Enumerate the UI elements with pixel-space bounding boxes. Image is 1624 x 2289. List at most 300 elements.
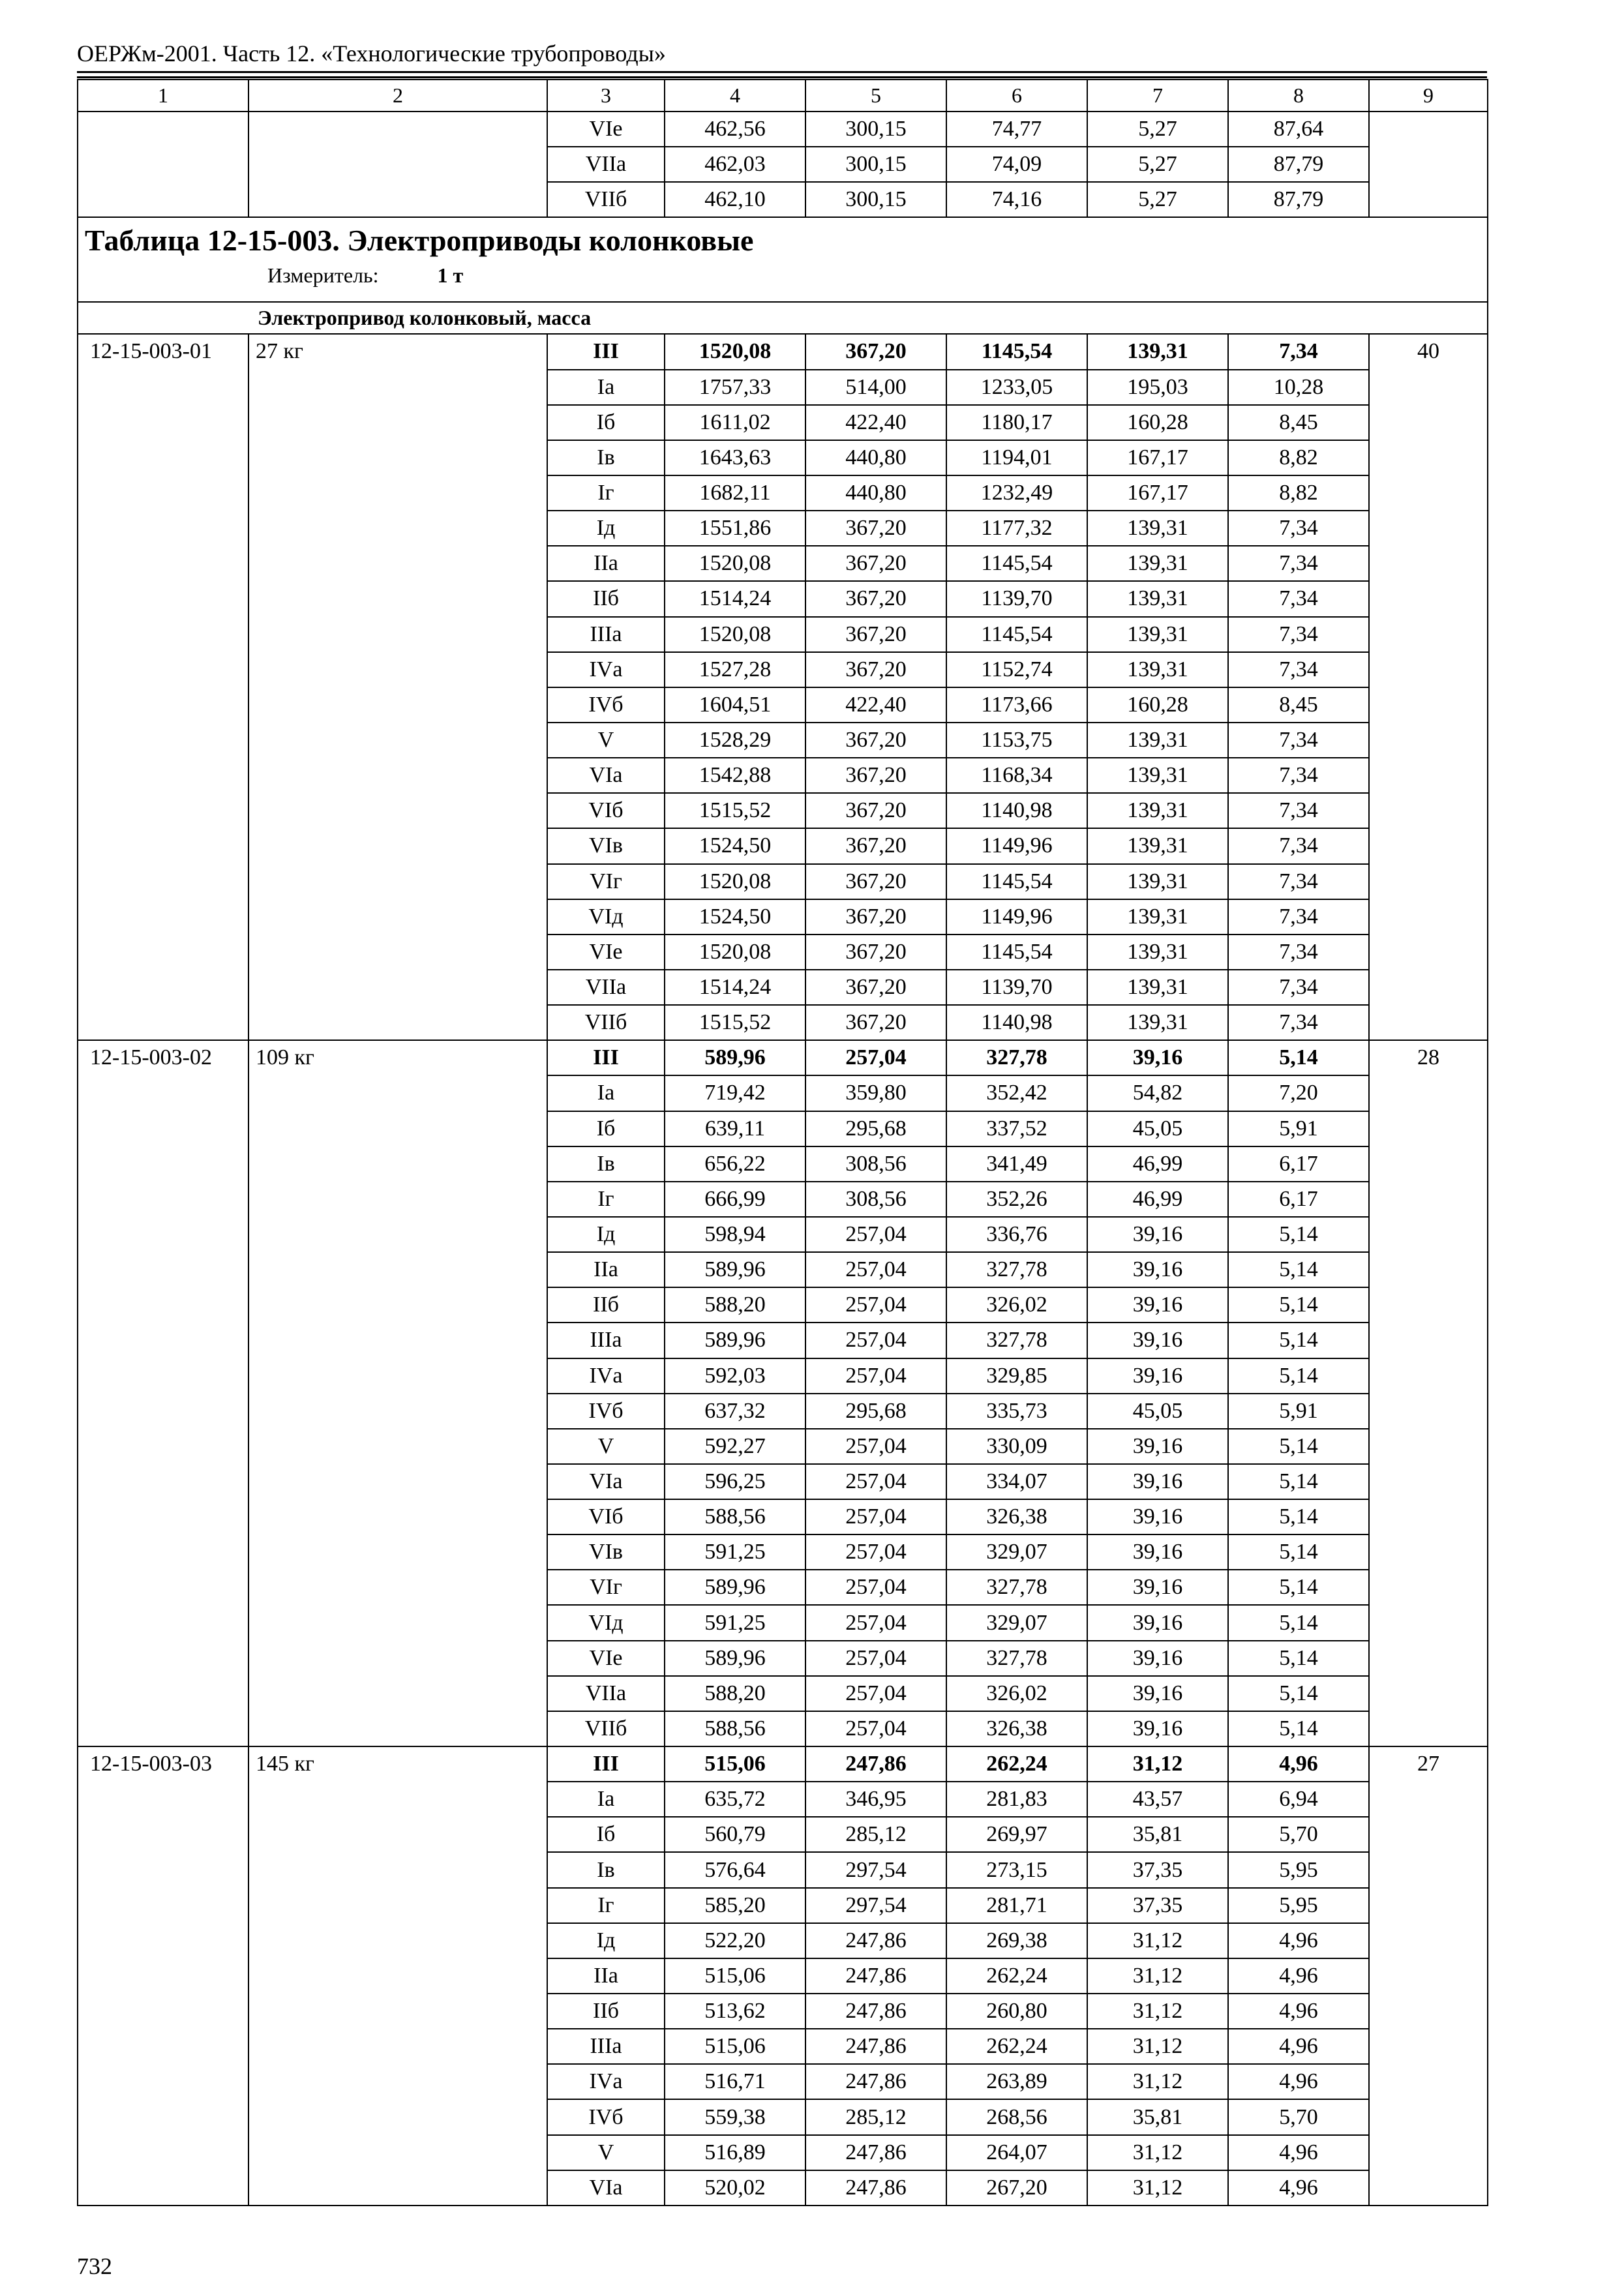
zone-code: III — [547, 334, 665, 369]
machinist-wages: 35,81 — [1087, 2099, 1228, 2134]
code-cell — [78, 970, 248, 1005]
wages: 257,04 — [805, 1534, 946, 1570]
machine-cost: 269,38 — [946, 1923, 1087, 1958]
col9-cell — [1369, 1358, 1488, 1394]
total-cost: 462,10 — [665, 182, 805, 217]
wages: 257,04 — [805, 1358, 946, 1394]
materials-cost: 7,34 — [1228, 511, 1369, 546]
code-cell — [78, 617, 248, 652]
zone-code: VIIб — [547, 182, 665, 217]
machinist-wages: 45,05 — [1087, 1394, 1228, 1429]
item-zone-row — [78, 652, 1488, 687]
total-cost: 588,56 — [665, 1711, 805, 1746]
machinist-wages: 31,12 — [1087, 1958, 1228, 1994]
total-cost: 596,25 — [665, 1464, 805, 1499]
code-cell — [78, 546, 248, 581]
column-number: 5 — [805, 80, 946, 112]
wages: 257,04 — [805, 1287, 946, 1323]
item-zone-row — [78, 581, 1488, 616]
total-cost: 635,72 — [665, 1782, 805, 1817]
code-cell — [78, 475, 248, 511]
code-cell — [78, 1075, 248, 1111]
materials-cost: 5,91 — [1228, 1111, 1369, 1146]
name-cell — [248, 2099, 547, 2134]
name-cell — [248, 617, 547, 652]
materials-cost: 5,14 — [1228, 1605, 1369, 1640]
machine-cost: 267,20 — [946, 2170, 1087, 2206]
code-cell — [78, 864, 248, 899]
item-name: 27 кг — [248, 334, 547, 369]
materials-cost: 5,14 — [1228, 1534, 1369, 1570]
col9-cell — [1369, 1182, 1488, 1217]
column-number: 3 — [547, 80, 665, 112]
total-cost: 1514,24 — [665, 581, 805, 616]
name-cell — [248, 1782, 547, 1817]
materials-cost: 5,14 — [1228, 1570, 1369, 1605]
col9-cell — [1369, 1570, 1488, 1605]
total-cost: 1604,51 — [665, 687, 805, 723]
machine-cost: 1145,54 — [946, 864, 1087, 899]
machine-cost: 337,52 — [946, 1111, 1087, 1146]
materials-cost: 5,14 — [1228, 1711, 1369, 1746]
machinist-wages: 46,99 — [1087, 1182, 1228, 1217]
code-cell — [78, 828, 248, 863]
zone-code: Iд — [547, 1923, 665, 1958]
zone-code: IIIа — [547, 617, 665, 652]
machinist-wages: 139,31 — [1087, 546, 1228, 581]
total-cost: 666,99 — [665, 1182, 805, 1217]
zone-code: VIа — [547, 758, 665, 793]
item-zone-row — [78, 1641, 1488, 1676]
total-cost: 576,64 — [665, 1852, 805, 1887]
item-zone-row — [78, 1358, 1488, 1394]
zone-code: Iг — [547, 475, 665, 511]
wages: 422,40 — [805, 687, 946, 723]
col9-cell — [1369, 1817, 1488, 1852]
machinist-wages: 139,31 — [1087, 793, 1228, 828]
code-cell — [78, 1711, 248, 1746]
machinist-wages: 31,12 — [1087, 1923, 1228, 1958]
name-cell — [248, 1641, 547, 1676]
materials-cost: 87,64 — [1228, 112, 1369, 147]
code-cell — [78, 1888, 248, 1923]
zone-code: III — [547, 1746, 665, 1782]
machine-cost: 268,56 — [946, 2099, 1087, 2134]
name-cell — [248, 1394, 547, 1429]
wages: 257,04 — [805, 1217, 946, 1252]
item-zone-row — [78, 687, 1488, 723]
wages: 367,20 — [805, 511, 946, 546]
machinist-wages: 39,16 — [1087, 1287, 1228, 1323]
zone-code: IVб — [547, 2099, 665, 2134]
col9-cell — [1369, 1994, 1488, 2029]
total-cost: 560,79 — [665, 1817, 805, 1852]
zone-code: IIб — [547, 1994, 665, 2029]
col9-cell — [1369, 723, 1488, 758]
col9-cell — [1369, 793, 1488, 828]
wages: 367,20 — [805, 546, 946, 581]
wages: 257,04 — [805, 1711, 946, 1746]
item-zone-row — [78, 793, 1488, 828]
name-cell — [248, 1711, 547, 1746]
wages: 247,86 — [805, 1923, 946, 1958]
code-cell — [78, 1111, 248, 1146]
item-zone-row — [78, 440, 1488, 475]
materials-cost: 8,45 — [1228, 687, 1369, 723]
item-zone-row — [78, 2064, 1488, 2099]
wages: 247,86 — [805, 2170, 946, 2206]
wages: 257,04 — [805, 1570, 946, 1605]
total-cost: 591,25 — [665, 1605, 805, 1640]
item-name: 109 кг — [248, 1040, 547, 1075]
code-cell — [78, 2029, 248, 2064]
machine-cost: 269,97 — [946, 1817, 1087, 1852]
machinist-wages: 139,31 — [1087, 511, 1228, 546]
code-cell — [78, 511, 248, 546]
wages: 257,04 — [805, 1252, 946, 1287]
zone-code: Iа — [547, 1782, 665, 1817]
total-cost: 598,94 — [665, 1217, 805, 1252]
total-cost: 522,20 — [665, 1923, 805, 1958]
materials-cost: 5,14 — [1228, 1641, 1369, 1676]
machinist-wages: 39,16 — [1087, 1429, 1228, 1464]
materials-cost: 7,34 — [1228, 1005, 1369, 1040]
item-zone-row — [78, 1005, 1488, 1040]
machinist-wages: 43,57 — [1087, 1782, 1228, 1817]
price-table — [77, 79, 1488, 2206]
total-cost: 515,06 — [665, 1958, 805, 1994]
item-col9: 40 — [1369, 334, 1488, 369]
zone-code: Iб — [547, 1817, 665, 1852]
col9-cell — [1369, 1217, 1488, 1252]
item-zone-row — [78, 546, 1488, 581]
col9-cell — [1369, 1605, 1488, 1640]
wages: 346,95 — [805, 1782, 946, 1817]
carryover-row — [78, 182, 1488, 217]
col9-cell — [1369, 112, 1488, 147]
zone-code: VIIа — [547, 147, 665, 182]
machine-cost: 334,07 — [946, 1464, 1087, 1499]
code-cell — [78, 758, 248, 793]
code-cell — [78, 687, 248, 723]
machine-cost: 1152,74 — [946, 652, 1087, 687]
name-cell — [248, 2135, 547, 2170]
code-cell — [78, 1817, 248, 1852]
materials-cost: 5,14 — [1228, 1323, 1369, 1358]
page-header: ОЕРЖм-2001. Часть 12. «Технологические трубопроводы» — [77, 40, 666, 67]
materials-cost: 8,82 — [1228, 440, 1369, 475]
machinist-wages: 39,16 — [1087, 1040, 1228, 1075]
zone-code: Iд — [547, 1217, 665, 1252]
wages: 308,56 — [805, 1146, 946, 1182]
machine-cost: 1168,34 — [946, 758, 1087, 793]
col9-cell — [1369, 1394, 1488, 1429]
total-cost: 588,56 — [665, 1499, 805, 1534]
materials-cost: 5,14 — [1228, 1287, 1369, 1323]
materials-cost: 5,70 — [1228, 1817, 1369, 1852]
total-cost: 462,03 — [665, 147, 805, 182]
machine-cost: 327,78 — [946, 1323, 1087, 1358]
machinist-wages: 39,16 — [1087, 1464, 1228, 1499]
item-zone-row — [78, 1676, 1488, 1711]
zone-code: IVб — [547, 1394, 665, 1429]
materials-cost: 4,96 — [1228, 2170, 1369, 2206]
name-cell — [248, 935, 547, 970]
machine-cost: 352,26 — [946, 1182, 1087, 1217]
name-cell — [248, 2029, 547, 2064]
machine-cost: 327,78 — [946, 1570, 1087, 1605]
column-number: 9 — [1369, 80, 1488, 112]
machine-cost: 327,78 — [946, 1040, 1087, 1075]
machine-cost: 335,73 — [946, 1394, 1087, 1429]
machinist-wages: 31,12 — [1087, 2170, 1228, 2206]
materials-cost: 5,95 — [1228, 1888, 1369, 1923]
col9-cell — [1369, 1075, 1488, 1111]
machine-cost: 330,09 — [946, 1429, 1087, 1464]
total-cost: 656,22 — [665, 1146, 805, 1182]
zone-code: V — [547, 723, 665, 758]
wages: 247,86 — [805, 2064, 946, 2099]
code-cell — [78, 182, 248, 217]
code-cell — [78, 1852, 248, 1887]
materials-cost: 7,34 — [1228, 970, 1369, 1005]
machine-cost: 327,78 — [946, 1641, 1087, 1676]
code-cell — [78, 1146, 248, 1182]
machine-cost: 262,24 — [946, 1958, 1087, 1994]
code-cell — [78, 1252, 248, 1287]
code-cell — [78, 2135, 248, 2170]
column-number-row — [78, 80, 1488, 112]
machine-cost: 1173,66 — [946, 687, 1087, 723]
wages: 247,86 — [805, 1746, 946, 1782]
wages: 257,04 — [805, 1605, 946, 1640]
item-zone-row — [78, 1146, 1488, 1182]
name-cell — [248, 828, 547, 863]
wages: 422,40 — [805, 405, 946, 440]
col9-cell — [1369, 1852, 1488, 1887]
name-cell — [248, 546, 547, 581]
name-cell — [248, 1994, 547, 2029]
item-zone-row — [78, 935, 1488, 970]
total-cost: 1524,50 — [665, 828, 805, 863]
col9-cell — [1369, 2099, 1488, 2134]
machine-cost: 1177,32 — [946, 511, 1087, 546]
item-code: 12-15-003-02 — [78, 1040, 248, 1075]
col9-cell — [1369, 970, 1488, 1005]
total-cost: 1514,24 — [665, 970, 805, 1005]
total-cost: 585,20 — [665, 1888, 805, 1923]
machine-cost: 1140,98 — [946, 793, 1087, 828]
col9-cell — [1369, 1499, 1488, 1534]
zone-code: IIб — [547, 581, 665, 616]
name-cell — [248, 581, 547, 616]
name-cell — [248, 112, 547, 147]
wages: 308,56 — [805, 1182, 946, 1217]
machinist-wages: 39,16 — [1087, 1711, 1228, 1746]
machinist-wages: 39,16 — [1087, 1217, 1228, 1252]
code-cell — [78, 1358, 248, 1394]
wages: 367,20 — [805, 334, 946, 369]
zone-code: IVа — [547, 2064, 665, 2099]
name-cell — [248, 687, 547, 723]
total-cost: 559,38 — [665, 2099, 805, 2134]
code-cell — [78, 1534, 248, 1570]
item-zone-row — [78, 511, 1488, 546]
total-cost: 1643,63 — [665, 440, 805, 475]
name-cell — [248, 652, 547, 687]
wages: 367,20 — [805, 758, 946, 793]
col9-cell — [1369, 2170, 1488, 2206]
name-cell — [248, 2170, 547, 2206]
machine-cost: 74,16 — [946, 182, 1087, 217]
machinist-wages: 39,16 — [1087, 1605, 1228, 1640]
wages: 297,54 — [805, 1852, 946, 1887]
column-number: 4 — [665, 80, 805, 112]
materials-cost: 4,96 — [1228, 2029, 1369, 2064]
total-cost: 1542,88 — [665, 758, 805, 793]
materials-cost: 4,96 — [1228, 1994, 1369, 2029]
item-base-row — [78, 1040, 1488, 1075]
item-zone-row — [78, 2099, 1488, 2134]
materials-cost: 7,34 — [1228, 793, 1369, 828]
col9-cell — [1369, 1782, 1488, 1817]
col9-cell — [1369, 687, 1488, 723]
col9-cell — [1369, 405, 1488, 440]
wages: 257,04 — [805, 1676, 946, 1711]
total-cost: 639,11 — [665, 1111, 805, 1146]
wages: 367,20 — [805, 828, 946, 863]
name-cell — [248, 1888, 547, 1923]
col9-cell — [1369, 1252, 1488, 1287]
machinist-wages: 139,31 — [1087, 828, 1228, 863]
machinist-wages: 139,31 — [1087, 970, 1228, 1005]
table-body — [78, 80, 1488, 2206]
name-cell — [248, 758, 547, 793]
total-cost: 515,06 — [665, 2029, 805, 2064]
name-cell — [248, 864, 547, 899]
carryover-row — [78, 112, 1488, 147]
item-zone-row — [78, 1888, 1488, 1923]
zone-code: VIд — [547, 1605, 665, 1640]
item-zone-row — [78, 475, 1488, 511]
wages: 295,68 — [805, 1111, 946, 1146]
code-cell — [78, 1782, 248, 1817]
item-zone-row — [78, 1570, 1488, 1605]
total-cost: 1528,29 — [665, 723, 805, 758]
name-cell — [248, 1323, 547, 1358]
wages: 297,54 — [805, 1888, 946, 1923]
name-cell — [248, 1182, 547, 1217]
total-cost: 1515,52 — [665, 1005, 805, 1040]
code-cell — [78, 652, 248, 687]
machinist-wages: 46,99 — [1087, 1146, 1228, 1182]
machine-cost: 1145,54 — [946, 935, 1087, 970]
table-title: Таблица 12-15-003. Электроприводы колонковые — [85, 224, 754, 258]
total-cost: 589,96 — [665, 1641, 805, 1676]
zone-code: IIIа — [547, 1323, 665, 1358]
col9-cell — [1369, 581, 1488, 616]
col9-cell — [1369, 1111, 1488, 1146]
code-cell — [78, 899, 248, 935]
item-zone-row — [78, 758, 1488, 793]
materials-cost: 6,17 — [1228, 1146, 1369, 1182]
materials-cost: 7,34 — [1228, 899, 1369, 935]
materials-cost: 87,79 — [1228, 182, 1369, 217]
zone-code: VIг — [547, 864, 665, 899]
column-number: 8 — [1228, 80, 1369, 112]
name-cell — [248, 1111, 547, 1146]
item-zone-row — [78, 2135, 1488, 2170]
materials-cost: 7,34 — [1228, 546, 1369, 581]
wages: 257,04 — [805, 1641, 946, 1676]
item-zone-row — [78, 1994, 1488, 2029]
total-cost: 592,27 — [665, 1429, 805, 1464]
code-cell — [78, 723, 248, 758]
col9-cell — [1369, 758, 1488, 793]
item-zone-row — [78, 1252, 1488, 1287]
code-cell — [78, 370, 248, 405]
wages: 367,20 — [805, 617, 946, 652]
materials-cost: 5,14 — [1228, 1040, 1369, 1075]
name-cell — [248, 1217, 547, 1252]
name-cell — [248, 1817, 547, 1852]
total-cost: 1520,08 — [665, 617, 805, 652]
machine-cost: 326,38 — [946, 1711, 1087, 1746]
materials-cost: 4,96 — [1228, 2064, 1369, 2099]
materials-cost: 10,28 — [1228, 370, 1369, 405]
item-zone-row — [78, 1782, 1488, 1817]
item-zone-row — [78, 1852, 1488, 1887]
page-number: 732 — [77, 2253, 112, 2279]
column-number: 2 — [248, 80, 547, 112]
code-cell — [78, 1570, 248, 1605]
machinist-wages: 5,27 — [1087, 182, 1228, 217]
total-cost: 1551,86 — [665, 511, 805, 546]
machine-cost: 264,07 — [946, 2135, 1087, 2170]
materials-cost: 7,20 — [1228, 1075, 1369, 1111]
code-cell — [78, 1641, 248, 1676]
machinist-wages: 139,31 — [1087, 581, 1228, 616]
name-cell — [248, 1534, 547, 1570]
name-cell — [248, 793, 547, 828]
code-cell — [78, 1005, 248, 1040]
materials-cost: 7,34 — [1228, 617, 1369, 652]
machine-cost: 281,71 — [946, 1888, 1087, 1923]
code-cell — [78, 1182, 248, 1217]
total-cost: 462,56 — [665, 112, 805, 147]
zone-code: VIIб — [547, 1711, 665, 1746]
total-cost: 1520,08 — [665, 546, 805, 581]
machine-cost: 262,24 — [946, 1746, 1087, 1782]
header-rule-top — [77, 71, 1487, 73]
total-cost: 515,06 — [665, 1746, 805, 1782]
machine-cost: 352,42 — [946, 1075, 1087, 1111]
wages: 359,80 — [805, 1075, 946, 1111]
machinist-wages: 39,16 — [1087, 1676, 1228, 1711]
machinist-wages: 54,82 — [1087, 1075, 1228, 1111]
code-cell — [78, 1958, 248, 1994]
zone-code: Iа — [547, 1075, 665, 1111]
zone-code: IIа — [547, 1252, 665, 1287]
item-code: 12-15-003-01 — [78, 334, 248, 369]
machinist-wages: 45,05 — [1087, 1111, 1228, 1146]
machinist-wages: 31,12 — [1087, 1746, 1228, 1782]
machine-cost: 1194,01 — [946, 440, 1087, 475]
item-zone-row — [78, 2029, 1488, 2064]
materials-cost: 5,14 — [1228, 1252, 1369, 1287]
table-title-row — [78, 217, 1488, 302]
name-cell — [248, 1075, 547, 1111]
